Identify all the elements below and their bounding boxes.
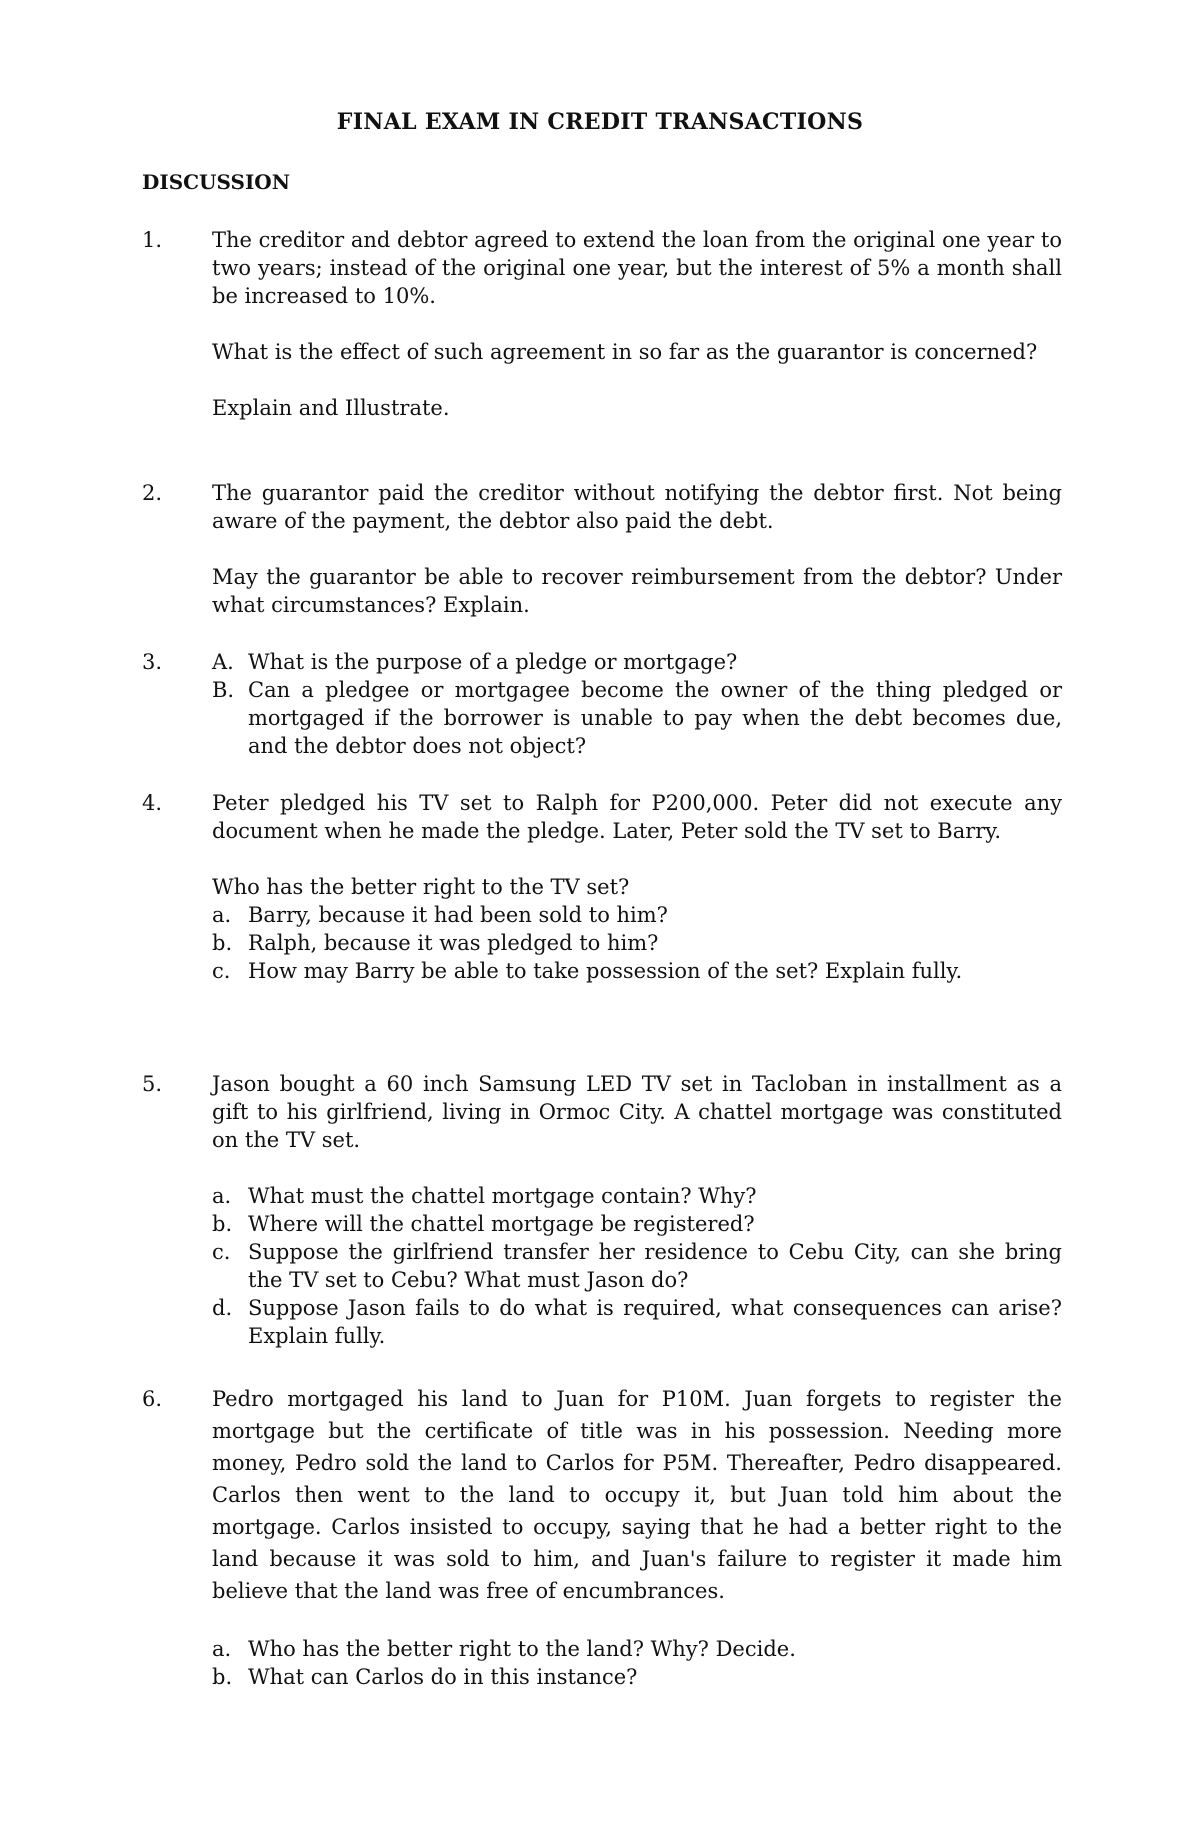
sub-question-text: Where will the chattel mortgage be registered? <box>248 1212 755 1236</box>
question-prompt: May the guarantor be able to recover reimbursement from the debtor? Under what circumstances? Explain. <box>212 565 1062 617</box>
sub-question-label: d. <box>212 1296 233 1320</box>
sub-question-text: Can a pledgee or mortgagee become the owner of the thing pledged or mortgaged if the borrower is unable to pay when the debt becomes due, and the debtor does not object? <box>248 678 1062 758</box>
page-title: FINAL EXAM IN CREDIT TRANSACTIONS <box>336 109 864 135</box>
sub-question-text: Suppose the girlfriend transfer her residence to Cebu City, can she bring the TV set to Cebu? What must Jason do? <box>248 1240 1062 1292</box>
question-text: Pedro mortgaged his land to Juan for P10M. Juan forgets to register the mortgage but the certificate of title was in his possession. Needing more money, Pedro sold the land to Carlos for P5M. Thereafter, Pedro disappeared. Carlos then went to the land to occupy it, but Juan told him about the mortgage. Carlos insisted to occupy, saying that he had a better right to the land because it was sold to him, and Juan's failure to register it made him believe that the land was free of encumbrances. <box>212 1387 1062 1603</box>
sub-question-a <box>212 901 1062 929</box>
sub-question-label: a. <box>212 903 232 927</box>
question-text: The creditor and debtor agreed to extend the loan from the original one year to two years; instead of the original one year, but the interest of 5% a month shall be increased to 10%. <box>212 228 1062 308</box>
question-6 <box>142 1383 1062 1691</box>
sub-question-text: How may Barry be able to take possession of the set? Explain fully. <box>248 959 963 983</box>
sub-question-label: a. <box>212 1184 232 1208</box>
question-number: 5. <box>142 1072 163 1096</box>
sub-question-c <box>212 1238 1062 1294</box>
sub-question-text: Ralph, because it was pledged to him? <box>248 931 659 955</box>
question-number: 2. <box>142 481 163 505</box>
sub-question-label: b. <box>212 1665 233 1689</box>
sub-question-d <box>212 1294 1062 1350</box>
sub-question-label: b. <box>212 1212 233 1236</box>
sub-question-a <box>212 1635 1062 1663</box>
sub-question-a <box>212 1182 1062 1210</box>
sub-question-c <box>212 957 1062 985</box>
sub-question-b <box>212 929 1062 957</box>
sub-question-a <box>212 648 1062 676</box>
sub-question-label: A. <box>212 650 234 674</box>
question-number: 1. <box>142 228 163 252</box>
question-4 <box>142 789 1062 985</box>
sub-question-b <box>212 1210 1062 1238</box>
sub-question-b <box>212 676 1062 760</box>
sub-question-text: Barry, because it had been sold to him? <box>248 903 668 927</box>
question-text: The guarantor paid the creditor without notifying the debtor first. Not being aware of the payment, the debtor also paid the debt. <box>212 481 1062 533</box>
question-prompt: What is the effect of such agreement in so far as the guarantor is concerned? <box>212 340 1038 364</box>
sub-question-text: What is the purpose of a pledge or mortgage? <box>248 650 738 674</box>
sub-question-text: What can Carlos do in this instance? <box>248 1665 638 1689</box>
sub-question-label: c. <box>212 959 231 983</box>
sub-question-label: a. <box>212 1637 232 1661</box>
sub-question-text: Who has the better right to the land? Why? Decide. <box>248 1637 796 1661</box>
question-number: 6. <box>142 1387 163 1411</box>
sub-question-label: c. <box>212 1240 231 1264</box>
question-prompt: Who has the better right to the TV set? <box>212 875 630 899</box>
sub-question-b <box>212 1663 1062 1691</box>
question-number: 3. <box>142 650 163 674</box>
question-instruction: Explain and Illustrate. <box>212 396 450 420</box>
section-heading: DISCUSSION <box>142 170 291 194</box>
question-text: Peter pledged his TV set to Ralph for P200,000. Peter did not execute any document when he made the pledge. Later, Peter sold the TV set to Barry. <box>212 791 1062 843</box>
sub-question-label: b. <box>212 931 233 955</box>
question-5 <box>142 1070 1062 1350</box>
question-2 <box>142 479 1062 619</box>
question-3 <box>142 648 1062 760</box>
question-1 <box>142 226 1062 422</box>
sub-question-text: Suppose Jason fails to do what is required, what consequences can arise? Explain fully. <box>248 1296 1062 1348</box>
question-text: Jason bought a 60 inch Samsung LED TV set in Tacloban in installment as a gift to his girlfriend, living in Ormoc City. A chattel mortgage was constituted on the TV set. <box>212 1072 1062 1152</box>
sub-question-label: B. <box>212 678 235 702</box>
sub-question-text: What must the chattel mortgage contain? Why? <box>248 1184 757 1208</box>
question-number: 4. <box>142 791 163 815</box>
